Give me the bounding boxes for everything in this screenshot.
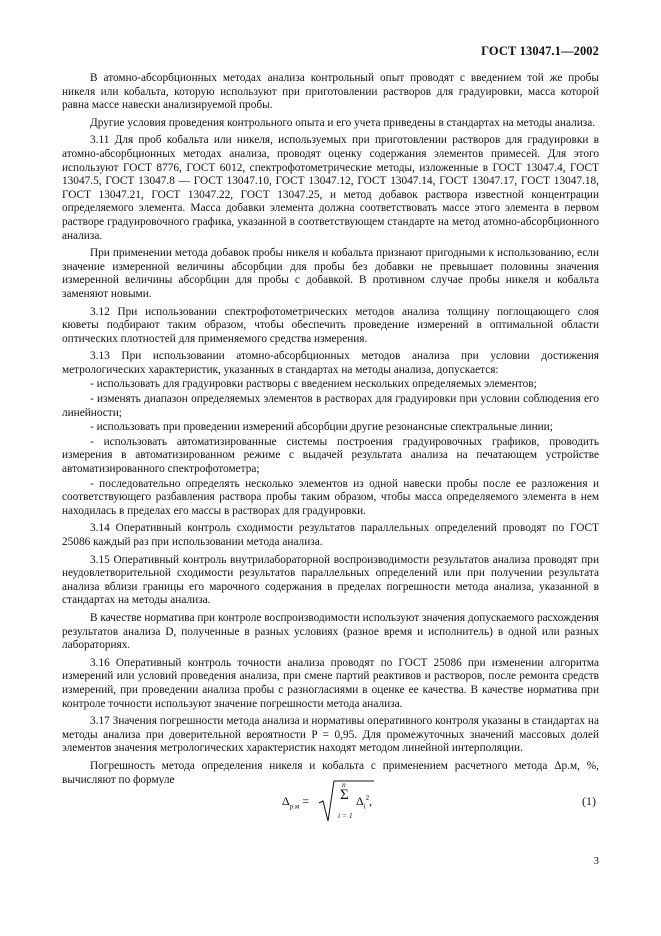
paragraph-3-13: 3.13 При использовании атомно-абсорбционных методов анализа при условии достижения метрологических характеристик, указанных в стандартах на методы анализа, допускается: (62, 350, 599, 376)
sum-upper-limit: n (342, 780, 346, 789)
paragraph-3-15: 3.15 Оперативный контроль внутрилабораторной воспроизводимости результатов анализа проводят при неудовлетворительной сходимости результатов параллельных определений или при получении результата анализа вблизи границы его марочного содержания в пределах погрешности метода анализа, указанной в стандартах на методы анализа. (62, 553, 599, 607)
body-text (62, 72, 599, 791)
paragraph: В качестве норматива при контроле воспроизводимости используют значения допускаемого расхождения результатов анализа D, полученные в разных условиях (разное время и исполнитель) в одной или разных лабораториях. (62, 611, 599, 652)
list-item: - изменять диапазон определяемых элементов в растворах для градуировки при условии соблюдения его линейности; (62, 393, 599, 419)
paragraph: Другие условия проведения контрольного опыта и его учета приведены в стандартах на методы анализа. (90, 116, 596, 129)
sum-sign: Σ (340, 787, 349, 803)
list-item: - последовательно определять несколько элементов из одной навески пробы после ее разложения и соответствующего разбавления раствора пробы таким образом, чтобы масса определяемого элемента в нем находилась в пределах его массы в растворах для градуировки. (62, 477, 599, 517)
page-number: 3 (593, 855, 599, 867)
formula-1 (0, 779, 661, 825)
paragraph: Погрешность метода определения никеля и кобальта с применением расчетного метода Δр.м, %, вычисляют по формуле (62, 759, 599, 786)
list-item: - использовать автоматизированные системы построения градуировочных графиков, проводить измерения в автоматизированном режиме с выдачей результата анализа на печатающем устройстве автоматизированного спектрофотометра; (62, 435, 599, 476)
paragraph-3-12: 3.12 При использовании спектрофотометрических методов анализа толщину поглощающего слоя кюветы подбирают таким образом, чтобы обеспечить проведение измерений в оптимальной области оптических плотностей для применяемого средства измерения. (62, 305, 599, 345)
formula-lhs: $\Delta_{р.м}$ = (282, 794, 310, 811)
standard-header: ГОСТ 13047.1—2002 (481, 44, 599, 58)
sum-lower-limit: i = 1 (338, 811, 353, 820)
formula-term: $\Delta_i^2$, (356, 794, 373, 811)
formula-number: (1) (582, 794, 596, 808)
paragraph-3-14: 3.14 Оперативный контроль сходимости результатов параллельных определений проводят по ГОСТ 25086 каждый раз при использовании метода анализа. (62, 522, 599, 548)
paragraph-3-17: 3.17 Значения погрешности метода анализа и нормативы оперативного контроля указаны в стандартах на методы анализа при доверительной вероятности P = 0,95. Для промежуточных значений массовых долей элементов значения метрологических характеристик находят методом линейной интерполяции. (62, 715, 599, 755)
list-item: - использовать для градуировки растворы с введением нескольких определяемых элементов; (90, 378, 537, 391)
paragraph: В атомно-абсорбционных методах анализа контрольный опыт проводят с введением той же пробы никеля или кобальта, которую используют при приготовлении растворов для градуировки, масса которой равна массе навески анализируемой пробы. (62, 72, 599, 112)
paragraph-3-11: 3.11 Для проб кобальта или никеля, используемых при приготовлении растворов для градуировки в атомно-абсорбционных методах анализа, проводят оценку содержания элементов примесей. Для этого используют ГОСТ 8776, ГОСТ 6012, спектрофотометрические методы, изложенные в ГОСТ 13047.4, ГОСТ 13047.5, ГОСТ 13047.8 — ГОСТ 13047.10, ГОСТ 13047.12, ГОСТ 13047.14, ГОСТ 13047.17, ГОСТ 13047.18, ГОСТ 13047.21, ГОСТ 13047.22, ГОСТ 13047.25, и метод добавок раствора известной концентрации определяемого элемента. Масса добавки элемента должна соответствовать массе этого элемента в первом растворе градуировочного графика, указанной в соответствующем стандарте на метод атомно-абсорбционного анализа. (62, 134, 599, 242)
list-item: - использовать при проведении измерений абсорбции другие резонансные спектральные линии; (90, 421, 553, 434)
paragraph: При применении метода добавок пробы никеля и кобальта признают пригодными к использованию, если значение измеренной величины абсорбции для пробы без добавки не превышает половины значения измеренной величины абсорбции для пробы с добавкой. В противном случае пробы никеля и кобальта заменяют новыми. (62, 247, 599, 300)
paragraph-3-16: 3.16 Оперативный контроль точности анализа проводят по ГОСТ 25086 при изменении алгоритма измерений или условий проведения анализа, при смене партий реактивов и растворов, после ремонта средств измерений, при проведении анализа пробы с разногласиями в оценке ее качества. В качестве норматива при контроле точности используют значение погрешности метода анализа. (62, 656, 599, 710)
